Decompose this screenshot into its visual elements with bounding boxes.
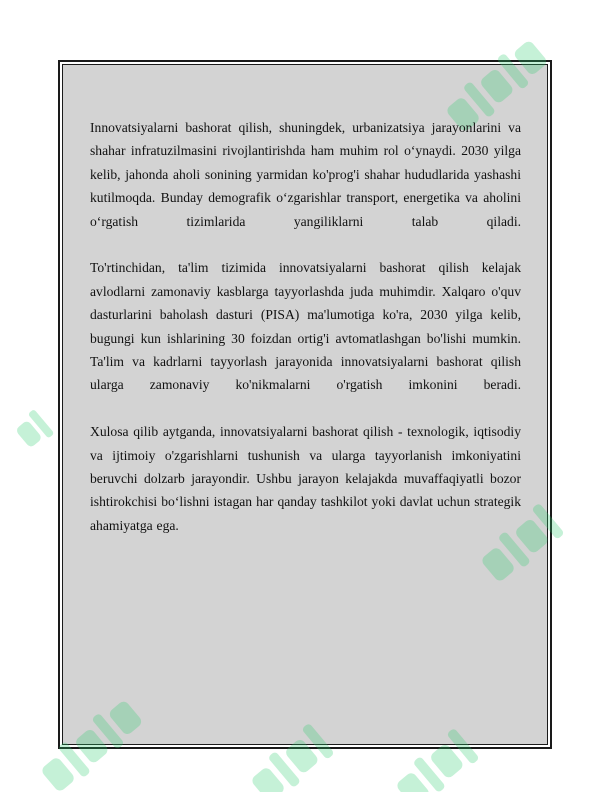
paragraph-gap [90,397,521,420]
paragraph-3: Xulosa qilib aytganda, innovatsiyalarni bashorat qilish - texnologik, iqtisodiy va ijtimoiy o'zgarishlarni tushunish va ularga tayyorlanish imkoniyatini beruvchi dolzarb jarayondir. Ushbu jarayon kelajakda muvaffaqiyatli bozor ishtirokchisi bo‘lishni istagan har qanday tashkilot yoki davlat uchun strategik ahamiyatga ega. [90,424,521,533]
paragraph-1: Innovatsiyalarni bashorat qilish, shuningdek, urbanizatsiya jarayonlarini va shahar infratuzilmasini rivojlantirishda ham muhim rol o‘ynaydi. 2030 yilga kelib, jahonda aholi sonining yarmidan ko'prog'i shahar hududlarida yashashi kutilmoqda. Bunday demografik o‘zgarishlar transport, energetika va aholini o‘rgatish tizimlarida yangiliklarni talab qiladi. [90,120,521,229]
document-body [90,116,521,537]
paragraph-gap [90,233,521,256]
paragraph-2: To'rtinchidan, ta'lim tizimida innovatsiyalarni bashorat qilish kelajak avlodlarni zamonaviy kasblarga tayyorlashda juda muhimdir. Xalqaro o'quv dasturlarini baholash dasturi (PISA) ma'lumotiga ko'ra, 2030 yilga kelib, bugungi kun ishlarining 30 foizdan ortig'i avtomatlashgan bo'lishi mumkin. Ta'lim va kadrlarni tayyorlash jarayonida innovatsiyalarni bashorat qilish ularga zamonaviy ko'nikmalarni o'rgatish imkonini beradi. [90,260,521,393]
